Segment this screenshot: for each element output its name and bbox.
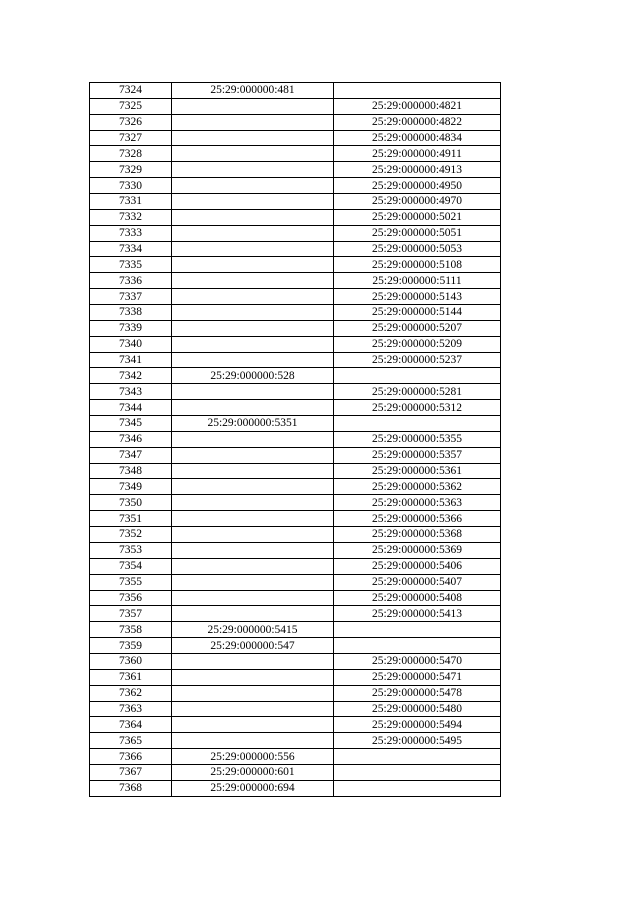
row-number-cell: 7354 bbox=[90, 558, 172, 574]
cadastral-number-cell-b bbox=[172, 114, 334, 130]
table-row bbox=[90, 352, 501, 368]
row-number-cell: 7359 bbox=[90, 638, 172, 654]
cadastral-number-cell-c: 25:29:000000:4911 bbox=[334, 146, 501, 162]
cadastral-number-cell-b bbox=[172, 209, 334, 225]
row-number-cell: 7334 bbox=[90, 241, 172, 257]
cadastral-number-cell-c: 25:29:000000:5143 bbox=[334, 289, 501, 305]
row-number-cell: 7363 bbox=[90, 701, 172, 717]
row-number-cell: 7353 bbox=[90, 542, 172, 558]
cadastral-number-cell-c: 25:29:000000:5051 bbox=[334, 225, 501, 241]
table-body bbox=[90, 83, 501, 797]
cadastral-number-cell-c bbox=[334, 83, 501, 99]
cadastral-number-cell-c: 25:29:000000:4970 bbox=[334, 194, 501, 210]
table-row bbox=[90, 98, 501, 114]
row-number-cell: 7364 bbox=[90, 717, 172, 733]
table-row bbox=[90, 130, 501, 146]
cadastral-number-cell-c: 25:29:000000:5495 bbox=[334, 733, 501, 749]
cadastral-number-cell-c bbox=[334, 368, 501, 384]
table-row bbox=[90, 305, 501, 321]
cadastral-number-cell-b bbox=[172, 463, 334, 479]
cadastral-number-cell-c: 25:29:000000:5413 bbox=[334, 606, 501, 622]
table-row bbox=[90, 257, 501, 273]
table-row bbox=[90, 320, 501, 336]
table-row bbox=[90, 83, 501, 99]
cadastral-number-cell-c: 25:29:000000:4822 bbox=[334, 114, 501, 130]
table-row bbox=[90, 289, 501, 305]
table-row bbox=[90, 241, 501, 257]
row-number-cell: 7333 bbox=[90, 225, 172, 241]
cadastral-number-cell-c: 25:29:000000:5237 bbox=[334, 352, 501, 368]
row-number-cell: 7341 bbox=[90, 352, 172, 368]
cadastral-number-cell-c: 25:29:000000:5111 bbox=[334, 273, 501, 289]
cadastral-number-cell-c: 25:29:000000:5053 bbox=[334, 241, 501, 257]
table-row bbox=[90, 416, 501, 432]
row-number-cell: 7361 bbox=[90, 669, 172, 685]
table-row bbox=[90, 336, 501, 352]
table-row bbox=[90, 622, 501, 638]
cadastral-number-cell-b bbox=[172, 447, 334, 463]
cadastral-number-cell-c: 25:29:000000:5478 bbox=[334, 685, 501, 701]
row-number-cell: 7339 bbox=[90, 320, 172, 336]
table-row bbox=[90, 749, 501, 765]
cadastral-number-cell-b bbox=[172, 701, 334, 717]
row-number-cell: 7347 bbox=[90, 447, 172, 463]
cadastral-number-cell-c: 25:29:000000:5408 bbox=[334, 590, 501, 606]
cadastral-number-cell-b bbox=[172, 194, 334, 210]
cadastral-number-cell-c: 25:29:000000:5362 bbox=[334, 479, 501, 495]
cadastral-number-cell-b bbox=[172, 542, 334, 558]
table-row bbox=[90, 701, 501, 717]
cadastral-number-cell-b bbox=[172, 162, 334, 178]
cadastral-number-cell-c: 25:29:000000:5355 bbox=[334, 431, 501, 447]
table-row bbox=[90, 194, 501, 210]
table-row bbox=[90, 495, 501, 511]
cadastral-number-cell-c: 25:29:000000:5108 bbox=[334, 257, 501, 273]
cadastral-number-cell-b: 25:29:000000:5415 bbox=[172, 622, 334, 638]
table-row bbox=[90, 273, 501, 289]
cadastral-number-cell-b: 25:29:000000:694 bbox=[172, 780, 334, 796]
cadastral-number-cell-c bbox=[334, 764, 501, 780]
cadastral-number-cell-c: 25:29:000000:4913 bbox=[334, 162, 501, 178]
row-number-cell: 7357 bbox=[90, 606, 172, 622]
row-number-cell: 7358 bbox=[90, 622, 172, 638]
cadastral-number-cell-c: 25:29:000000:5361 bbox=[334, 463, 501, 479]
table-row bbox=[90, 384, 501, 400]
cadastral-number-cell-b bbox=[172, 558, 334, 574]
cadastral-number-cell-b bbox=[172, 241, 334, 257]
cadastral-number-cell-c: 25:29:000000:4834 bbox=[334, 130, 501, 146]
cadastral-number-cell-b bbox=[172, 352, 334, 368]
row-number-cell: 7326 bbox=[90, 114, 172, 130]
cadastral-number-cell-c: 25:29:000000:5480 bbox=[334, 701, 501, 717]
cadastral-number-cell-b bbox=[172, 653, 334, 669]
row-number-cell: 7368 bbox=[90, 780, 172, 796]
row-number-cell: 7346 bbox=[90, 431, 172, 447]
cadastral-number-cell-c: 25:29:000000:4821 bbox=[334, 98, 501, 114]
row-number-cell: 7337 bbox=[90, 289, 172, 305]
table-row bbox=[90, 400, 501, 416]
table-row bbox=[90, 733, 501, 749]
cadastral-number-cell-b bbox=[172, 130, 334, 146]
row-number-cell: 7329 bbox=[90, 162, 172, 178]
row-number-cell: 7356 bbox=[90, 590, 172, 606]
row-number-cell: 7331 bbox=[90, 194, 172, 210]
cadastral-number-cell-b bbox=[172, 98, 334, 114]
row-number-cell: 7352 bbox=[90, 527, 172, 543]
cadastral-number-cell-c bbox=[334, 622, 501, 638]
row-number-cell: 7327 bbox=[90, 130, 172, 146]
cadastral-number-cell-c: 25:29:000000:5021 bbox=[334, 209, 501, 225]
cadastral-number-cell-b bbox=[172, 685, 334, 701]
cadastral-number-cell-c: 25:29:000000:5207 bbox=[334, 320, 501, 336]
table-row bbox=[90, 558, 501, 574]
cadastral-number-cell-b bbox=[172, 400, 334, 416]
table-row bbox=[90, 574, 501, 590]
cadastral-number-cell-b: 25:29:000000:556 bbox=[172, 749, 334, 765]
row-number-cell: 7366 bbox=[90, 749, 172, 765]
table-row bbox=[90, 479, 501, 495]
cadastral-number-cell-b bbox=[172, 336, 334, 352]
cadastral-number-cell-c: 25:29:000000:5357 bbox=[334, 447, 501, 463]
cadastral-number-cell-b bbox=[172, 225, 334, 241]
cadastral-number-cell-c: 25:29:000000:5407 bbox=[334, 574, 501, 590]
row-number-cell: 7328 bbox=[90, 146, 172, 162]
table-row bbox=[90, 542, 501, 558]
cadastral-number-cell-b bbox=[172, 527, 334, 543]
cadastral-number-cell-b bbox=[172, 669, 334, 685]
cadastral-number-cell-b bbox=[172, 305, 334, 321]
cadastral-number-cell-b bbox=[172, 273, 334, 289]
row-number-cell: 7345 bbox=[90, 416, 172, 432]
row-number-cell: 7342 bbox=[90, 368, 172, 384]
table-row bbox=[90, 653, 501, 669]
cadastral-number-table bbox=[89, 82, 501, 797]
cadastral-number-cell-b: 25:29:000000:481 bbox=[172, 83, 334, 99]
cadastral-number-cell-c: 25:29:000000:5494 bbox=[334, 717, 501, 733]
cadastral-number-cell-b bbox=[172, 606, 334, 622]
row-number-cell: 7355 bbox=[90, 574, 172, 590]
row-number-cell: 7336 bbox=[90, 273, 172, 289]
cadastral-number-cell-c: 25:29:000000:5368 bbox=[334, 527, 501, 543]
cadastral-number-cell-b bbox=[172, 289, 334, 305]
table-row bbox=[90, 162, 501, 178]
table-row bbox=[90, 638, 501, 654]
table-row bbox=[90, 209, 501, 225]
row-number-cell: 7340 bbox=[90, 336, 172, 352]
table-row bbox=[90, 717, 501, 733]
cadastral-number-cell-b bbox=[172, 495, 334, 511]
row-number-cell: 7350 bbox=[90, 495, 172, 511]
row-number-cell: 7362 bbox=[90, 685, 172, 701]
row-number-cell: 7349 bbox=[90, 479, 172, 495]
row-number-cell: 7344 bbox=[90, 400, 172, 416]
cadastral-number-cell-b bbox=[172, 178, 334, 194]
cadastral-number-cell-b bbox=[172, 320, 334, 336]
cadastral-number-cell-b bbox=[172, 384, 334, 400]
cadastral-number-cell-b bbox=[172, 146, 334, 162]
row-number-cell: 7324 bbox=[90, 83, 172, 99]
cadastral-number-cell-b bbox=[172, 733, 334, 749]
table-row bbox=[90, 225, 501, 241]
cadastral-number-cell-c: 25:29:000000:5363 bbox=[334, 495, 501, 511]
cadastral-number-cell-c bbox=[334, 416, 501, 432]
table-row bbox=[90, 590, 501, 606]
cadastral-number-cell-c: 25:29:000000:5470 bbox=[334, 653, 501, 669]
row-number-cell: 7325 bbox=[90, 98, 172, 114]
cadastral-number-cell-c bbox=[334, 780, 501, 796]
row-number-cell: 7367 bbox=[90, 764, 172, 780]
table-row bbox=[90, 764, 501, 780]
row-number-cell: 7365 bbox=[90, 733, 172, 749]
table-row bbox=[90, 178, 501, 194]
row-number-cell: 7335 bbox=[90, 257, 172, 273]
cadastral-number-cell-c bbox=[334, 638, 501, 654]
row-number-cell: 7343 bbox=[90, 384, 172, 400]
cadastral-number-cell-c: 25:29:000000:5312 bbox=[334, 400, 501, 416]
document-page bbox=[89, 82, 501, 797]
cadastral-number-cell-c: 25:29:000000:4950 bbox=[334, 178, 501, 194]
row-number-cell: 7338 bbox=[90, 305, 172, 321]
table-row bbox=[90, 447, 501, 463]
row-number-cell: 7330 bbox=[90, 178, 172, 194]
cadastral-number-cell-b: 25:29:000000:5351 bbox=[172, 416, 334, 432]
row-number-cell: 7332 bbox=[90, 209, 172, 225]
cadastral-number-cell-c: 25:29:000000:5471 bbox=[334, 669, 501, 685]
table-row bbox=[90, 606, 501, 622]
cadastral-number-cell-c bbox=[334, 749, 501, 765]
table-row bbox=[90, 511, 501, 527]
table-row bbox=[90, 685, 501, 701]
cadastral-number-cell-b bbox=[172, 431, 334, 447]
cadastral-number-cell-b bbox=[172, 590, 334, 606]
cadastral-number-cell-b bbox=[172, 257, 334, 273]
cadastral-number-cell-b: 25:29:000000:528 bbox=[172, 368, 334, 384]
table-row bbox=[90, 368, 501, 384]
cadastral-number-cell-c: 25:29:000000:5369 bbox=[334, 542, 501, 558]
cadastral-number-cell-b bbox=[172, 479, 334, 495]
cadastral-number-cell-c: 25:29:000000:5366 bbox=[334, 511, 501, 527]
cadastral-number-cell-c: 25:29:000000:5406 bbox=[334, 558, 501, 574]
table-row bbox=[90, 114, 501, 130]
cadastral-number-cell-b bbox=[172, 511, 334, 527]
cadastral-number-cell-b: 25:29:000000:547 bbox=[172, 638, 334, 654]
cadastral-number-cell-c: 25:29:000000:5144 bbox=[334, 305, 501, 321]
cadastral-number-cell-b bbox=[172, 574, 334, 590]
cadastral-number-cell-c: 25:29:000000:5209 bbox=[334, 336, 501, 352]
table-row bbox=[90, 669, 501, 685]
cadastral-number-cell-b bbox=[172, 717, 334, 733]
row-number-cell: 7360 bbox=[90, 653, 172, 669]
row-number-cell: 7348 bbox=[90, 463, 172, 479]
cadastral-number-cell-c: 25:29:000000:5281 bbox=[334, 384, 501, 400]
table-row bbox=[90, 431, 501, 447]
table-row bbox=[90, 146, 501, 162]
table-row bbox=[90, 780, 501, 796]
row-number-cell: 7351 bbox=[90, 511, 172, 527]
table-row bbox=[90, 463, 501, 479]
cadastral-number-cell-b: 25:29:000000:601 bbox=[172, 764, 334, 780]
table-row bbox=[90, 527, 501, 543]
